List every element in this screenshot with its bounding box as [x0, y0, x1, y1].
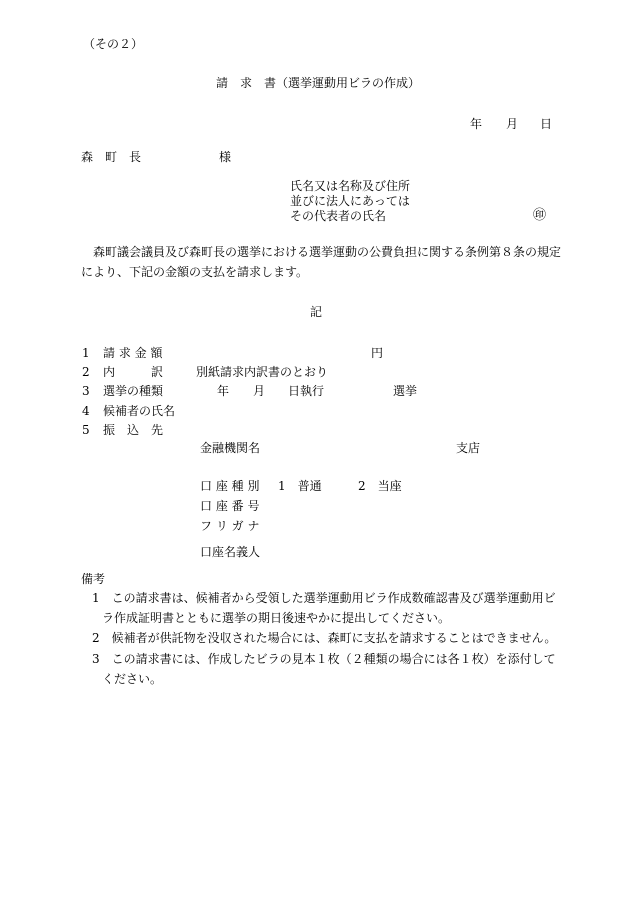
item-1-label: 請 求 金 額: [103, 346, 163, 360]
form-tag: （その２）: [83, 37, 144, 51]
item-3-number: 3: [82, 384, 90, 398]
item-3-label: 選挙の種類: [103, 384, 164, 398]
item-3-day: 日執行: [288, 384, 325, 398]
item-3-year: 年: [217, 384, 230, 398]
note-1-line-1: 1 この請求書は、候補者から受領した選挙運動用ビラ作成数確認書及び選挙運動用ビ: [92, 591, 556, 605]
item-5-label: 振 込 先: [103, 423, 164, 437]
claimant-line-3: その代表者の氏名: [290, 209, 387, 223]
item-1-number: 1: [82, 346, 90, 360]
item-4-label: 候補者の氏名: [103, 404, 176, 418]
bank-name-label: 金融機関名: [200, 441, 261, 455]
ki-heading: 記: [310, 305, 323, 319]
claimant-line-2: 並びに法人にあっては: [290, 194, 410, 208]
date-day-label: 日: [540, 117, 553, 131]
item-2-number: 2: [82, 365, 90, 379]
addressee-name: 森 町 長: [81, 150, 142, 164]
item-1-unit: 円: [371, 346, 384, 360]
account-number-label: 口 座 番 号: [200, 499, 260, 513]
item-3-election: 選挙: [393, 384, 418, 398]
note-1-line-2: ラ作成証明書とともに選挙の期日後速やかに提出してください。: [102, 611, 451, 625]
note-3-line-2: ください。: [102, 672, 163, 686]
note-3-line-1: 3 この請求書には、作成したビラの見本１枚（２種類の場合には各１枚）を添付して: [92, 652, 556, 666]
claimant-line-1: 氏名又は名称及び住所: [290, 179, 411, 193]
body-line-1: 森町議会議員及び森町長の選挙における選挙運動の公費負担に関する条例第８条の規定: [93, 245, 562, 259]
body-line-2: により、下記の金額の支払を請求します。: [81, 265, 309, 279]
branch-label: 支店: [456, 441, 481, 455]
item-4-number: 4: [82, 404, 90, 418]
date-month-label: 月: [506, 117, 519, 131]
item-2-value: 別紙請求内訳書のとおり: [196, 365, 329, 379]
note-2: 2 候補者が供託物を没収された場合には、森町に支払を請求することはできません。: [92, 631, 557, 645]
seal-mark: ㊞: [533, 208, 547, 223]
date-year-label: 年: [470, 117, 483, 131]
notes-heading: 備考: [81, 572, 106, 586]
account-holder-label: 口座名義人: [200, 545, 261, 559]
addressee-honorific: 様: [219, 150, 232, 164]
account-type-ordinary: 1 普通: [278, 479, 322, 493]
item-2-label: 内 訳: [103, 365, 164, 379]
item-5-number: 5: [82, 423, 90, 437]
account-type-current: 2 当座: [358, 479, 402, 493]
account-type-label: 口 座 種 別: [200, 479, 260, 493]
document-title: 請 求 書（選挙運動用ビラの作成）: [216, 76, 421, 90]
furigana-label: フ リ ガ ナ: [200, 519, 260, 533]
item-3-month: 月: [253, 384, 266, 398]
